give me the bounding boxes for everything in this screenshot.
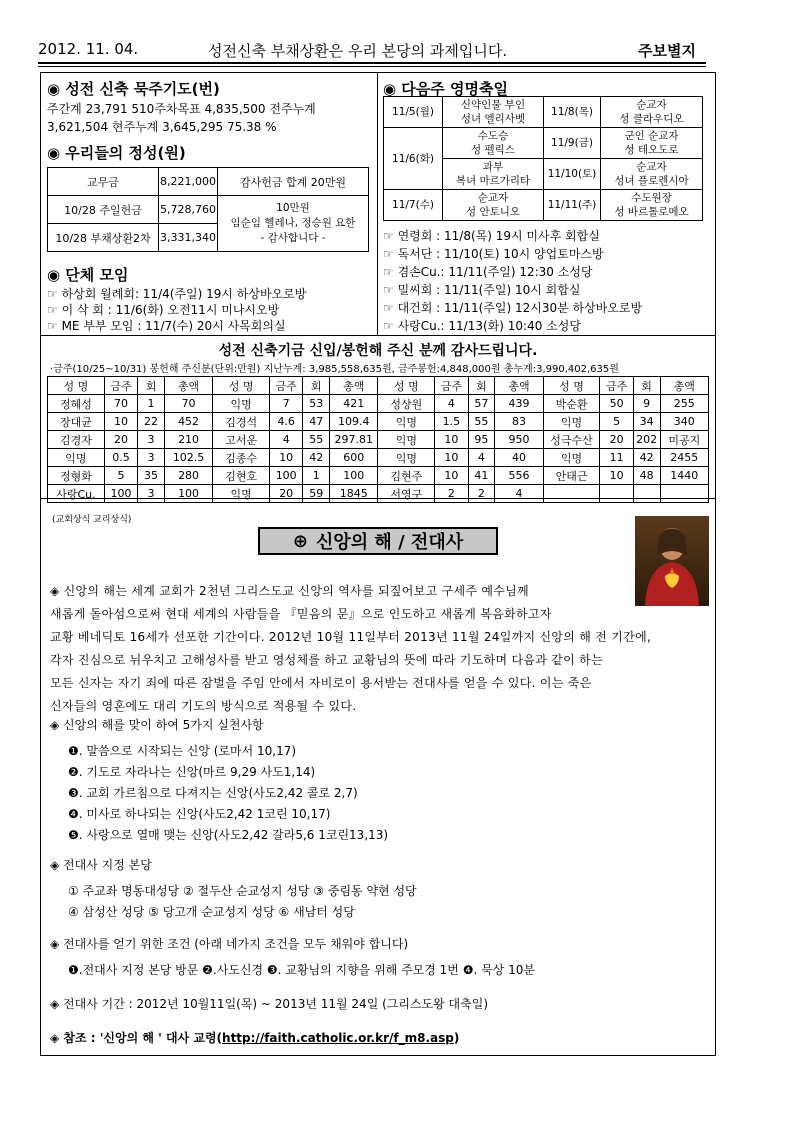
donation-header-cell: 총액 xyxy=(330,377,378,395)
feast-saint xyxy=(443,97,544,128)
donation-cell: 익명 xyxy=(213,395,270,413)
donation-row xyxy=(48,431,709,449)
donation-cell: 고서운 xyxy=(213,431,270,449)
feast-saint-title: 수도원장 xyxy=(631,192,672,204)
feast-row xyxy=(384,190,703,221)
donation-cell: 57 xyxy=(468,395,495,413)
donation-cell: 35 xyxy=(138,467,165,485)
offering-value: 5,728,760 xyxy=(159,196,218,224)
donation-cell: 41 xyxy=(468,467,495,485)
donation-cell: 2 xyxy=(435,485,468,503)
bulletin-slogan: 성전신축 부채상환은 우리 본당의 과제입니다. xyxy=(208,42,508,60)
practice-item: ❸. 교회 가르침으로 다져지는 신앙(사도2,42 콜로 2,7) xyxy=(68,786,358,800)
offering-value: 8,221,000 xyxy=(159,168,218,196)
divider-top xyxy=(41,335,715,336)
article-line: 교황 베네딕토 16세가 선포한 기간이다. 2012년 10월 11일부터 2013년 11월 24일까지 신앙의 해 전 기간에, xyxy=(50,630,652,644)
feast-date: 11/6(화) xyxy=(384,128,443,190)
donation-cell: 452 xyxy=(164,413,212,431)
donation-cell: 0.5 xyxy=(104,449,137,467)
parish-list: ④ 삼성산 성당 ⑤ 당고개 순교성지 성당 ⑥ 새남터 성당 xyxy=(68,905,355,919)
donation-row xyxy=(48,485,709,503)
donation-cell: 95 xyxy=(468,431,495,449)
feast-saint xyxy=(601,190,703,221)
donation-header-cell: 금주 xyxy=(600,377,633,395)
donation-cell: 48 xyxy=(633,467,660,485)
donation-header-cell: 금주 xyxy=(104,377,137,395)
donation-cell: 59 xyxy=(303,485,330,503)
prayer-title: ◉ 성전 신축 묵주기도(번) xyxy=(47,80,220,98)
donation-cell: 34 xyxy=(633,413,660,431)
feast-saint-name: 복녀 마르가리타 xyxy=(455,175,531,187)
donation-cell: 210 xyxy=(164,431,212,449)
feast-date: 11/10(토) xyxy=(544,159,601,190)
feast-date: 11/9(금) xyxy=(544,128,601,159)
donation-cell: 11 xyxy=(600,449,633,467)
donation-cell: 1 xyxy=(138,395,165,413)
event-item: ☞ 밀씨회 : 11/11(주일) 10시 회합실 xyxy=(383,283,581,297)
donation-cell: 익명 xyxy=(378,431,435,449)
donation-cell: 김현주 xyxy=(378,467,435,485)
donation-header-cell: 회 xyxy=(138,377,165,395)
column-divider xyxy=(377,73,378,335)
donation-cell: 1845 xyxy=(330,485,378,503)
practice-item: ❷. 기도로 자라나는 신앙(마르 9,29 사도1,14) xyxy=(68,765,316,779)
feast-saint xyxy=(443,128,544,159)
prayer-line-2: 3,621,504 현주누계 3,645,295 75.38 % xyxy=(47,120,277,134)
donation-cell: 익명 xyxy=(213,485,270,503)
donation-cell: 439 xyxy=(495,395,543,413)
feast-saint-name: 성녀 엘리사벳 xyxy=(460,113,526,125)
offering-label: 교무금 xyxy=(48,168,159,196)
article-body xyxy=(50,580,710,718)
donation-cell: 42 xyxy=(303,449,330,467)
donation-cell: 익명 xyxy=(378,449,435,467)
donation-cell: 109.4 xyxy=(330,413,378,431)
offering-title: ◉ 우리들의 정성(원) xyxy=(47,144,186,162)
conditions-list: ❶.전대사 지정 본당 방문 ❷.사도신경 ❸. 교황님의 지향을 위해 주모경 1번 ❹. 묵상 10분 xyxy=(68,963,535,977)
donation-cell: 4 xyxy=(468,449,495,467)
feast-row xyxy=(384,97,703,128)
bulletin-date: 2012. 11. 04. xyxy=(38,40,139,58)
article-line: 신자들의 영혼에도 대리 기도의 방식으로 적용될 수 있다. xyxy=(50,699,357,713)
donation-summary: ·금주(10/25~10/31) 봉헌해 주신분(단위:만원) 지난누계: 3,985,558,635원, 금주봉헌:4,848,000원 총누계:3,990,402,635원 xyxy=(50,364,619,375)
feast-row xyxy=(384,128,703,159)
bulletin-label: 주보별지 xyxy=(638,42,696,60)
article-line: 새롭게 돌아섬으로써 현대 세계의 사람들을 『믿음의 문』으로 인도하고 새롭게 복음화하고자 xyxy=(50,607,552,621)
group-item: ☞ ME 부부 모임 : 11/7(수) 20시 사목회의실 xyxy=(47,319,286,333)
donation-cell: 1440 xyxy=(660,467,708,485)
donation-cell: 255 xyxy=(660,395,708,413)
donation-cell: 정혜성 xyxy=(48,395,105,413)
donation-cell xyxy=(660,485,708,503)
event-item: ☞ 겸손Cu.: 11/11(주일) 12:30 소성당 xyxy=(383,265,593,279)
donation-cell: 성극수산 xyxy=(543,431,600,449)
donation-cell: 70 xyxy=(164,395,212,413)
donation-header-cell: 총액 xyxy=(164,377,212,395)
donation-cell: 47 xyxy=(303,413,330,431)
event-item: ☞ 독서단 : 11/10(토) 10시 양업토마스방 xyxy=(383,247,604,261)
donation-cell: 297.81 xyxy=(330,431,378,449)
offering-label: 10/28 주일헌금 xyxy=(48,196,159,224)
event-item: ☞ 연령회 : 11/8(목) 19시 미사후 회합실 xyxy=(383,229,600,243)
feast-saint-name: 성 바르톨로메오 xyxy=(614,206,689,218)
donation-cell: 20 xyxy=(600,431,633,449)
donation-header-cell: 성 명 xyxy=(378,377,435,395)
donation-cell: 22 xyxy=(138,413,165,431)
feast-saint-title: 순교자 xyxy=(477,192,509,204)
donation-header-cell: 성 명 xyxy=(543,377,600,395)
donation-cell: 김종수 xyxy=(213,449,270,467)
donation-cell: 50 xyxy=(600,395,633,413)
group-item: ☞ 하상회 월례회: 11/4(주일) 19시 하상바오로방 xyxy=(47,287,307,301)
donation-cell: 익명 xyxy=(378,413,435,431)
feast-saint-name: 성 안토니오 xyxy=(465,206,521,218)
donation-cell: 340 xyxy=(660,413,708,431)
donation-cell: 5 xyxy=(104,467,137,485)
donation-cell: 4 xyxy=(270,431,303,449)
donation-cell: 10 xyxy=(270,449,303,467)
article-banner xyxy=(258,527,498,555)
donation-cell: 42 xyxy=(633,449,660,467)
donation-cell: 10 xyxy=(435,449,468,467)
donation-cell: 서영구 xyxy=(378,485,435,503)
donation-cell: 83 xyxy=(495,413,543,431)
prayer-line-1: 주간계 23,791 510주차목표 4,835,500 전주누계 xyxy=(47,102,316,116)
donation-cell xyxy=(600,485,633,503)
feast-saint-title: 순교자 xyxy=(636,161,667,173)
feast-saint xyxy=(601,128,703,159)
donation-cell: 53 xyxy=(303,395,330,413)
donation-cell: 55 xyxy=(303,431,330,449)
donation-cell: 10 xyxy=(104,413,137,431)
event-item: ☞ 사랑Cu.: 11/13(화) 10:40 소성당 xyxy=(383,319,581,333)
article-line: 모든 신자는 자기 죄에 따른 잠벌을 주임 안에서 자비로이 용서받는 전대사를 얻을 수 있다. 이는 죽은 xyxy=(50,676,592,690)
feast-saint xyxy=(443,159,544,190)
thanks-note xyxy=(218,196,369,252)
group-item: ☞ 이 삭 회 : 11/6(화) 오전11시 미나시오방 xyxy=(47,303,280,317)
donation-cell: 3 xyxy=(138,431,165,449)
feasts-table xyxy=(383,96,703,221)
donation-header-cell: 총액 xyxy=(495,377,543,395)
offering-label: 10/28 부채상환2차 xyxy=(48,224,159,252)
thanks-donors: 임순임 헬레나, 정승원 요한 xyxy=(230,217,356,229)
practice-item: ❹. 미사로 하나되는 신앙(사도2,42 1코린 10,17) xyxy=(68,807,331,821)
donation-cell: 9 xyxy=(633,395,660,413)
donation-cell: 202 xyxy=(633,431,660,449)
donation-cell: 100 xyxy=(164,485,212,503)
donation-cell: 2455 xyxy=(660,449,708,467)
feast-saint-name: 성녀 플로렌시아 xyxy=(614,175,689,187)
donation-header-cell: 금주 xyxy=(435,377,468,395)
donation-cell: 성상원 xyxy=(378,395,435,413)
thanks-amount: 10만원 xyxy=(276,202,310,214)
feast-saint-name: 성 펠릭스 xyxy=(471,144,515,156)
feast-saint xyxy=(601,159,703,190)
donation-cell: 사랑Cu. xyxy=(48,485,105,503)
thanks-message: - 감사합니다 - xyxy=(260,232,326,244)
donation-cell: 익명 xyxy=(48,449,105,467)
donation-cell: 정형화 xyxy=(48,467,105,485)
donation-cell: 55 xyxy=(468,413,495,431)
donation-cell: 1 xyxy=(303,467,330,485)
offering-row xyxy=(48,196,369,224)
donation-cell: 4.6 xyxy=(270,413,303,431)
donation-cell: 3 xyxy=(138,485,165,503)
donation-cell: 1.5 xyxy=(435,413,468,431)
donation-cell: 100 xyxy=(270,467,303,485)
donation-header-row xyxy=(48,377,709,395)
reference-label: ◈ 참조 : '신앙의 해 ' 대사 교령( xyxy=(50,1031,223,1045)
donation-table xyxy=(47,376,709,503)
donation-row xyxy=(48,449,709,467)
parish-heading: ◈ 전대사 지정 본당 xyxy=(50,858,152,872)
article-line: ◈ 신앙의 해는 세계 교회가 2천년 그리스도교 신앙의 역사를 되짚어보고 구세주 예수님께 xyxy=(50,584,529,598)
groups-title: ◉ 단체 모임 xyxy=(47,266,129,284)
donation-cell: 3 xyxy=(138,449,165,467)
donation-cell: 950 xyxy=(495,431,543,449)
reference-link[interactable]: http://faith.catholic.or.kr/f_m8.asp xyxy=(222,1031,454,1045)
indulgence-period: ◈ 전대사 기간 : 2012년 10월11일(목) ~ 2013년 11월 24일 (그리스도왕 대축일) xyxy=(50,997,489,1011)
reference-close: ) xyxy=(453,1031,460,1045)
donation-cell: 70 xyxy=(104,395,137,413)
article-line: 각자 진심으로 뉘우치고 고해성사를 받고 영성체를 하고 교황님의 뜻에 따라 기도하며 다음과 같이 하는 xyxy=(50,653,603,667)
donation-cell: 미공지 xyxy=(660,431,708,449)
feast-saint-title: 신약인물 부인 xyxy=(460,99,526,111)
parish-list: ① 주교좌 명동대성당 ② 절두산 순교성지 성당 ③ 중림동 약현 성당 xyxy=(68,884,417,898)
donation-cell: 익명 xyxy=(543,449,600,467)
donation-cell: 7 xyxy=(270,395,303,413)
article-banner-text: 신앙의 해 / 전대사 xyxy=(316,532,464,553)
donation-title: 성전 신축기금 신입/봉헌해 주신 분께 감사드립니다. xyxy=(218,343,538,359)
feast-date: 11/5(월) xyxy=(384,97,443,128)
feast-date: 11/7(수) xyxy=(384,190,443,221)
conditions-heading: ◈ 전대사를 얻기 위한 조건 (아래 네가지 조건을 모두 채워야 합니다) xyxy=(50,937,409,951)
donation-cell: 김현호 xyxy=(213,467,270,485)
offering-row xyxy=(48,168,369,196)
feast-saint-title: 과부 xyxy=(482,161,504,173)
practice-item: ❶. 말씀으로 시작되는 신앙 (로마서 10,17) xyxy=(68,744,297,758)
feast-date: 11/11(주) xyxy=(544,190,601,221)
bulletin-header xyxy=(38,40,704,62)
feast-saint-title: 순교자 xyxy=(636,99,667,111)
donation-row xyxy=(48,395,709,413)
donation-cell: 4 xyxy=(435,395,468,413)
donation-cell: 20 xyxy=(270,485,303,503)
donation-cell: 장대균 xyxy=(48,413,105,431)
donation-cell: 100 xyxy=(104,485,137,503)
feast-saint-title: 군인 순교자 xyxy=(624,130,679,142)
feasts-title: ◉ 다음주 영명축일 xyxy=(383,80,508,98)
donation-header-cell: 총액 xyxy=(660,377,708,395)
donation-cell: 박순환 xyxy=(543,395,600,413)
donation-cell: 10 xyxy=(435,431,468,449)
donation-cell: 20 xyxy=(104,431,137,449)
donation-header-cell: 성 명 xyxy=(48,377,105,395)
donation-cell xyxy=(543,485,600,503)
cross-icon: ⊕ xyxy=(292,530,308,552)
donation-cell: 안태근 xyxy=(543,467,600,485)
donation-cell: 556 xyxy=(495,467,543,485)
donation-cell: 280 xyxy=(164,467,212,485)
practice-heading: ◈ 신앙의 해를 맞이 하여 5가지 실천사항 xyxy=(50,718,264,732)
donation-row xyxy=(48,413,709,431)
donation-cell: 10 xyxy=(435,467,468,485)
article-category: (교회상식 교리상식) xyxy=(52,515,132,525)
feast-saint xyxy=(443,190,544,221)
practice-item: ❺. 사랑으로 열매 맺는 신앙(사도2,42 갈라5,6 1코린13,13) xyxy=(68,828,389,842)
donation-cell: 익명 xyxy=(543,413,600,431)
donation-header-cell: 회 xyxy=(633,377,660,395)
feast-date: 11/8(목) xyxy=(544,97,601,128)
donation-header-cell: 금주 xyxy=(270,377,303,395)
donation-cell: 40 xyxy=(495,449,543,467)
donation-cell: 100 xyxy=(330,467,378,485)
reference-line xyxy=(50,1029,459,1046)
donation-header-cell: 성 명 xyxy=(213,377,270,395)
header-rule-thin xyxy=(38,66,706,67)
donation-cell: 5 xyxy=(600,413,633,431)
donation-row xyxy=(48,467,709,485)
offering-table xyxy=(47,167,369,252)
donation-cell: 김경자 xyxy=(48,431,105,449)
donation-header-cell: 회 xyxy=(303,377,330,395)
header-rule xyxy=(38,62,706,64)
donation-header-cell: 회 xyxy=(468,377,495,395)
offering-note: 감사헌금 합계 20만원 xyxy=(218,168,369,196)
donation-cell xyxy=(633,485,660,503)
donation-cell: 10 xyxy=(600,467,633,485)
feast-saint xyxy=(601,97,703,128)
feast-saint-title: 수도승 xyxy=(477,130,509,142)
feast-saint-name: 성 클라우디오 xyxy=(619,113,684,125)
donation-cell: 2 xyxy=(468,485,495,503)
donation-cell: 600 xyxy=(330,449,378,467)
donation-cell: 421 xyxy=(330,395,378,413)
feast-saint-name: 성 테오도로 xyxy=(624,144,679,156)
donation-cell: 김경석 xyxy=(213,413,270,431)
event-item: ☞ 대건회 : 11/11(주일) 12시30분 하상바오로방 xyxy=(383,301,643,315)
donation-cell: 4 xyxy=(495,485,543,503)
donation-cell: 102.5 xyxy=(164,449,212,467)
offering-value: 3,331,340 xyxy=(159,224,218,252)
